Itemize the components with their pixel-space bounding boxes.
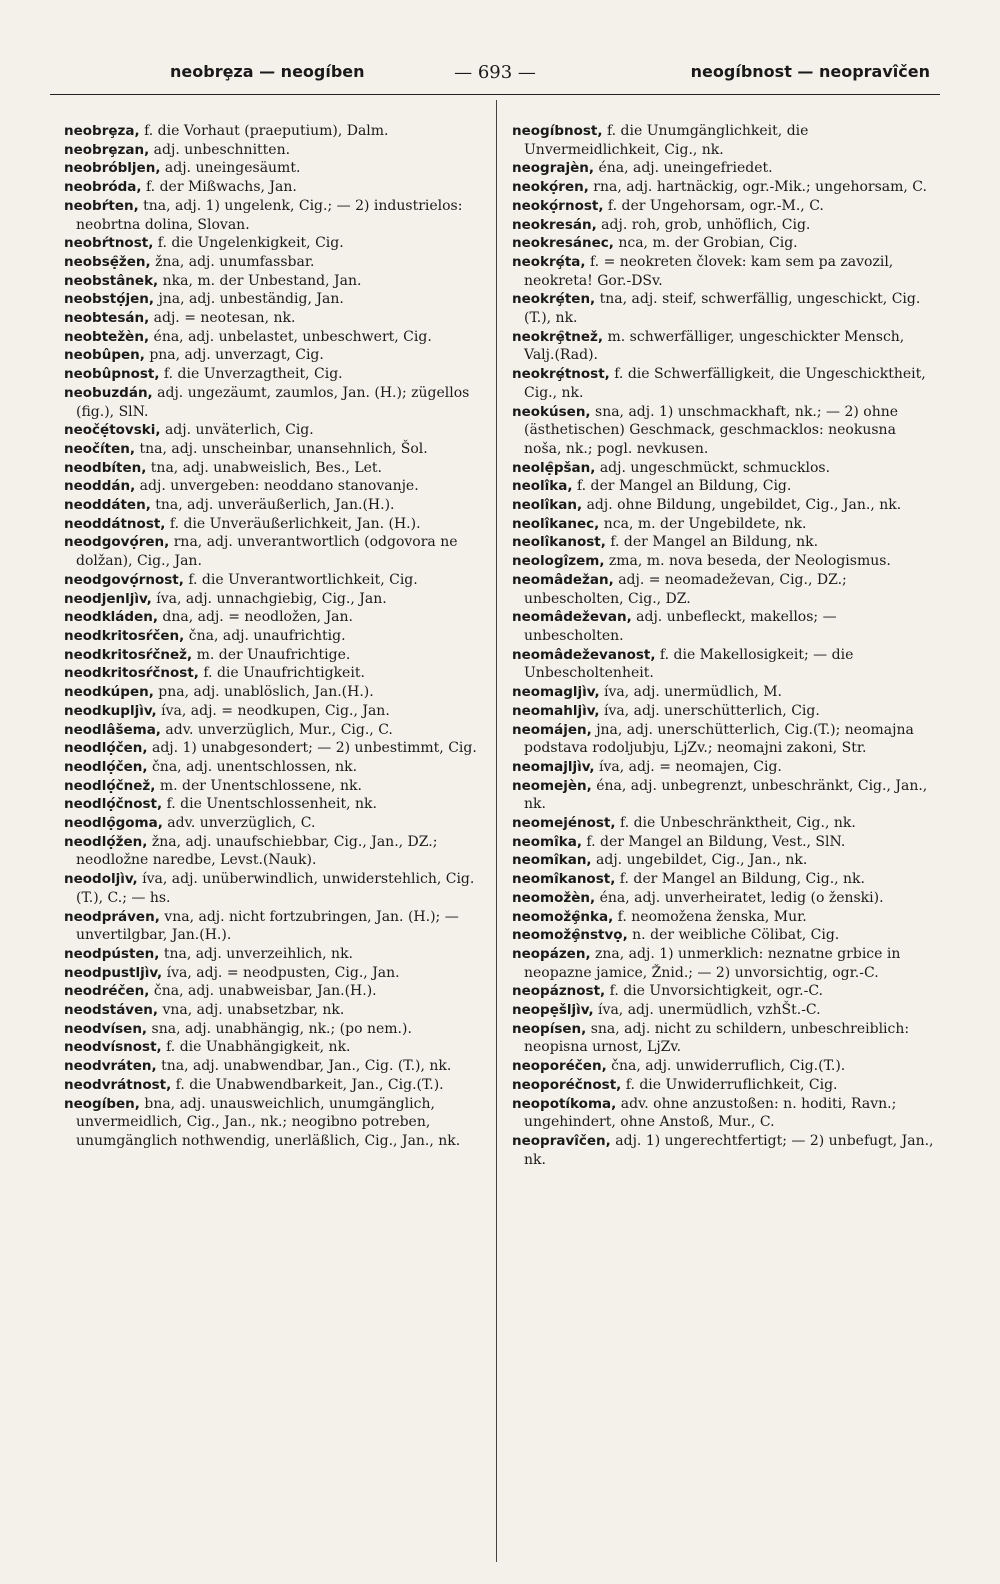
headword: neomâdeževan, <box>512 609 632 626</box>
headword: neokrȩ́ten, <box>512 291 596 308</box>
headword: neopázen, <box>512 945 591 962</box>
header-left-guide: neobrȩza — neogíben <box>170 62 365 81</box>
headword: neopẹšljìv, <box>512 1002 594 1019</box>
page-header <box>50 58 940 92</box>
dictionary-entry <box>512 1132 934 1169</box>
headword: neoddáten, <box>64 497 151 514</box>
definition: sna, adj. unabhängig, nk.; (po nem.). <box>147 1020 412 1037</box>
headword: neodoljìv, <box>64 871 138 888</box>
dictionary-entry <box>64 908 484 945</box>
definition: tna, adj. steif, schwerfällig, ungeschickt, Cig.(T.), nk. <box>524 291 921 327</box>
definition: adv. ohne anzustoßen: n. hoditi, Ravn.; ungehindert, ohne Anstoß, Mur., C. <box>524 1095 897 1131</box>
definition: sna, adj. 1) unschmackhaft, nk.; — 2) ohne (ästhetischen) Geschmack, geschmacklos: neokusna noša, nk.; pogl. nevkusen. <box>524 403 899 457</box>
definition: f. die Unbeschränktheit, Cig., nk. <box>615 815 856 832</box>
headword: neodgovọ́rnost, <box>64 571 184 588</box>
definition: íva, adj. = neomajen, Cig. <box>594 758 782 775</box>
headword: neoporéčen, <box>512 1058 607 1075</box>
dictionary-entry <box>64 814 484 833</box>
dictionary-entry <box>64 571 484 590</box>
headword: neobtesán, <box>64 310 150 327</box>
dictionary-entry <box>64 290 484 309</box>
dictionary-entry <box>512 159 934 178</box>
headword: neobstọ́jen, <box>64 291 154 308</box>
dictionary-entry <box>64 440 484 459</box>
definition: tna, adj. unscheinbar, unansehnlich, Šol. <box>135 440 428 457</box>
headword: neokrȩ́tnost, <box>512 366 610 383</box>
dictionary-entry <box>512 1020 934 1057</box>
dictionary-entry <box>512 1001 934 1020</box>
definition: adj. = neotesan, nk. <box>149 310 296 327</box>
definition: rna, adj. hartnäckig, ogr.-Mik.; ungehorsam, C. <box>588 179 927 196</box>
dictionary-entry <box>512 290 934 327</box>
headword: neopísen, <box>512 1020 587 1037</box>
definition: f. der Ungehorsam, ogr.-M., C. <box>603 197 824 214</box>
headword: neodlọ́žen, <box>64 833 148 850</box>
headword: neobŕten, <box>64 197 139 214</box>
dictionary-entry <box>512 178 934 197</box>
headword: neodlọ̑goma, <box>64 815 163 832</box>
dictionary-entry <box>64 945 484 964</box>
dictionary-entry <box>512 253 934 290</box>
dictionary-entry <box>512 833 934 852</box>
dictionary-entry <box>64 1038 484 1057</box>
headword: neodkúpen, <box>64 684 154 701</box>
definition: adj. unväterlich, Cig. <box>160 422 314 439</box>
dictionary-entry <box>64 664 484 683</box>
headword: neodlọ́čen, <box>64 740 148 757</box>
dictionary-entry <box>512 122 934 159</box>
definition: tna, adj. unverzeihlich, nk. <box>159 945 354 962</box>
dictionary-entry <box>512 365 934 402</box>
dictionary-entry <box>512 889 934 908</box>
definition: tna, adj. 1) ungelenk, Cig.; — 2) industrielos: neobrtna dolina, Slovan. <box>76 197 463 233</box>
definition: pna, adj. unablöslich, Jan.(H.). <box>153 684 374 701</box>
dictionary-entry <box>512 515 934 534</box>
headword: neodvrátnost, <box>64 1076 172 1093</box>
definition: zna, adj. 1) unmerklich: neznatne grbice in neopazne jamice, Žnid.; — 2) unvorsichtig, ogr.-C. <box>524 945 901 981</box>
headword: neodvísen, <box>64 1020 148 1037</box>
headword: neomîka, <box>512 833 582 850</box>
dictionary-entry <box>64 159 484 178</box>
definition: éna, adj. unverheiratet, ledig (o ženski). <box>595 889 884 906</box>
headword: neoddán, <box>64 478 136 495</box>
definition: adj. = neomadeževan, Cig., DZ.; unbescholten, Cig., DZ. <box>524 571 847 607</box>
dictionary-entry <box>64 234 484 253</box>
definition: adj. unbeschnitten. <box>149 141 291 158</box>
dictionary-entry <box>64 365 484 384</box>
headword: neobŕtnost, <box>64 235 154 252</box>
dictionary-entry <box>64 758 484 777</box>
headword: neobuzdán, <box>64 384 153 401</box>
headword: neodbíten, <box>64 459 147 476</box>
headword: neokrȩ́ta, <box>512 253 586 270</box>
dictionary-entry <box>512 702 934 721</box>
page-number: — 693 — <box>454 62 536 83</box>
column-divider <box>496 100 497 1562</box>
dictionary-entry <box>64 533 484 570</box>
header-rule <box>50 94 940 95</box>
headword: neomîkan, <box>512 852 592 869</box>
dictionary-entry <box>64 384 484 421</box>
definition: čna, adj. unwiderruflich, Cig.(T.). <box>606 1058 846 1075</box>
dictionary-entry <box>512 1057 934 1076</box>
dictionary-entry <box>64 702 484 721</box>
definition: žna, adj. unaufschiebbar, Cig., Jan., DZ.; neodložne naredbe, Levst.(Nauk). <box>76 833 438 869</box>
definition: íva, adj. unermüdlich, M. <box>599 684 782 701</box>
headword: neodréčen, <box>64 983 150 1000</box>
headword: neopáznost, <box>512 983 606 1000</box>
dictionary-entry <box>512 1095 934 1132</box>
definition: f. der Mangel an Bildung, Cig. <box>572 478 792 495</box>
headword: neoporéčnost, <box>512 1076 622 1093</box>
headword: neolîkanec, <box>512 515 600 532</box>
dictionary-entry <box>512 945 934 982</box>
headword: neobsẹ̑žen, <box>64 253 151 270</box>
definition: nca, m. der Grobian, Cig. <box>613 235 798 252</box>
definition: f. der Mangel an Bildung, Cig., nk. <box>615 871 865 888</box>
headword: neokresán, <box>512 216 597 233</box>
headword: neokọ́ren, <box>512 179 589 196</box>
headword: neokrȩ̑tnež, <box>512 328 604 345</box>
dictionary-entry <box>512 328 934 365</box>
headword: neočẹ́tovski, <box>64 422 161 439</box>
dictionary-entry <box>512 721 934 758</box>
headword: neolẹ̑pšan, <box>512 459 596 476</box>
dictionary-entry <box>512 234 934 253</box>
dictionary-entry <box>64 590 484 609</box>
dictionary-entry <box>64 272 484 291</box>
definition: čna, adj. unentschlossen, nk. <box>147 758 358 775</box>
headword: neomožȩ̑nstvọ, <box>512 927 628 944</box>
headword: neobstânek, <box>64 272 159 289</box>
headword: neobtežèn, <box>64 328 150 345</box>
headword: neomejénost, <box>512 815 616 832</box>
dictionary-entry <box>64 739 484 758</box>
definition: f. die Unveräußerlichkeit, Jan. (H.). <box>165 515 421 532</box>
definition: adj. 1) unabgesondert; — 2) unbestimmt, Cig. <box>147 740 477 757</box>
headword: neomožȩ̑nka, <box>512 908 614 925</box>
definition: dna, adj. = neodložen, Jan. <box>157 609 353 626</box>
dictionary-entry <box>512 683 934 702</box>
headword: neomožèn, <box>512 889 596 906</box>
dictionary-entry <box>512 870 934 889</box>
dictionary-entry <box>512 814 934 833</box>
dictionary-entry <box>64 477 484 496</box>
definition: nka, m. der Unbestand, Jan. <box>158 272 362 289</box>
dictionary-entry <box>512 1076 934 1095</box>
dictionary-entry <box>64 178 484 197</box>
dictionary-entry <box>64 515 484 534</box>
definition: nca, m. der Ungebildete, nk. <box>599 515 807 532</box>
headword: neodjenljìv, <box>64 590 152 607</box>
dictionary-entry <box>64 1076 484 1095</box>
dictionary-entry <box>64 421 484 440</box>
headword: neokọ́rnost, <box>512 197 604 214</box>
dictionary-entry <box>512 777 934 814</box>
definition: f. der Mißwachs, Jan. <box>141 179 297 196</box>
left-column <box>64 122 484 1151</box>
definition: íva, adj. = neodpusten, Cig., Jan. <box>162 964 400 981</box>
definition: f. die Makellosigkeit; — die Unbescholtenheit. <box>524 646 854 682</box>
dictionary-entry <box>512 908 934 927</box>
dictionary-entry <box>64 253 484 272</box>
definition: adj. ungezäumt, zaumlos, Jan. (H.); zügellos (fig.), SlN. <box>76 384 470 420</box>
definition: íva, adj. unerschütterlich, Cig. <box>599 702 820 719</box>
dictionary-entry <box>64 870 484 907</box>
dictionary-entry <box>64 459 484 478</box>
headword: neobróbljen, <box>64 160 161 177</box>
headword: neolîkanost, <box>512 534 606 551</box>
definition: f. die Unvorsichtigkeit, ogr.-C. <box>605 983 823 1000</box>
header-right-guide: neogíbnost — neopravîčen <box>690 62 930 81</box>
headword: neodkláden, <box>64 609 158 626</box>
definition: adj. roh, grob, unhöflich, Cig. <box>596 216 811 233</box>
definition: f. die Unabhängigkeit, nk. <box>161 1039 351 1056</box>
definition: adj. ungebildet, Cig., Jan., nk. <box>591 852 808 869</box>
headword: neomâdeževanost, <box>512 646 656 663</box>
headword: neogíben, <box>64 1095 140 1112</box>
dictionary-entry <box>512 982 934 1001</box>
headword: neodlâšema, <box>64 721 161 738</box>
definition: adj. unbefleckt, makellos; — unbescholten. <box>524 609 837 644</box>
right-column <box>512 122 934 1169</box>
definition: žna, adj. unumfassbar. <box>150 253 315 270</box>
definition: bna, adj. unausweichlich, unumgänglich, unvermeidlich, Cig., Jan., nk.; neogibno potreben, unumgänglich nothwendig, unerläßlich, Cig., Jan., nk. <box>76 1095 461 1149</box>
dictionary-entry <box>64 964 484 983</box>
definition: f. die Ungelenkigkeit, Cig. <box>153 235 344 252</box>
dictionary-entry <box>512 851 934 870</box>
headword: neodkritosŕčnost, <box>64 665 199 682</box>
dictionary-entry <box>64 833 484 870</box>
headword: neopravîčen, <box>512 1132 611 1149</box>
definition: f. die Unabwendbarkeit, Jan., Cig.(T.). <box>171 1076 444 1093</box>
definition: f. neomožena ženska, Mur. <box>613 908 807 925</box>
definition: íva, adj. unnachgiebig, Cig., Jan. <box>151 590 387 607</box>
headword: neograjèn, <box>512 160 594 177</box>
dictionary-entry <box>512 533 934 552</box>
definition: tna, adj. unabweislich, Bes., Let. <box>146 459 383 476</box>
definition: čna, adj. unabweisbar, Jan.(H.). <box>149 983 377 1000</box>
headword: neopotíkoma, <box>512 1095 617 1112</box>
headword: neomejèn, <box>512 777 592 794</box>
definition: íva, adj. = neodkupen, Cig., Jan. <box>156 702 390 719</box>
dictionary-entry <box>64 122 484 141</box>
definition: éna, adj. uneingefriedet. <box>594 160 773 177</box>
definition: adj. 1) ungerechtfertigt; — 2) unbefugt, Jan., nk. <box>524 1132 934 1168</box>
definition: vna, adj. unabsetzbar, nk. <box>158 1002 345 1019</box>
headword: neoddátnost, <box>64 515 166 532</box>
definition: m. der Unentschlossene, nk. <box>155 777 362 794</box>
dictionary-entry <box>64 1057 484 1076</box>
headword: neomîkanost, <box>512 871 616 888</box>
dictionary-entry <box>64 1020 484 1039</box>
dictionary-entry <box>64 496 484 515</box>
dictionary-entry <box>64 683 484 702</box>
dictionary-entry <box>64 1095 484 1151</box>
headword: neomájen, <box>512 721 592 738</box>
dictionary-entry <box>512 758 934 777</box>
definition: éna, adj. unbegrenzt, unbeschränkt, Cig., Jan., nk. <box>524 777 928 813</box>
definition: m. schwerfälliger, ungeschickter Mensch, Valj.(Rad). <box>524 328 905 364</box>
definition: éna, adj. unbelastet, unbeschwert, Cig. <box>149 328 432 345</box>
definition: sna, adj. nicht zu schildern, unbeschreiblich: neopisna urnost, LjZv. <box>524 1020 910 1056</box>
definition: rna, adj. unverantwortlich (odgovora ne dolžan), Cig., Jan. <box>76 534 458 570</box>
headword: neodkupljìv, <box>64 702 157 719</box>
dictionary-entry <box>512 608 934 645</box>
dictionary-entry <box>512 552 934 571</box>
dictionary-entry <box>512 216 934 235</box>
definition: f. der Mangel an Bildung, nk. <box>605 534 819 551</box>
definition: f. die Unverzagtheit, Cig. <box>159 366 343 383</box>
headword: neomajljìv, <box>512 758 595 775</box>
headword: neologîzem, <box>512 553 605 570</box>
definition: f. die Vorhaut (praeputium), Dalm. <box>139 123 389 139</box>
dictionary-entry <box>64 795 484 814</box>
headword: neobróda, <box>64 179 142 196</box>
headword: neobrȩzan, <box>64 141 150 158</box>
headword: neodlọ́čnež, <box>64 777 156 794</box>
definition: adj. ohne Bildung, ungebildet, Cig., Jan., nk. <box>582 497 902 514</box>
headword: neomâdežan, <box>512 571 614 588</box>
definition: f. die Schwerfälligkeit, die Ungeschicktheit, Cig., nk. <box>524 366 926 401</box>
definition: tna, adj. unabwendbar, Jan., Cig. (T.), nk. <box>156 1058 452 1075</box>
dictionary-entry <box>512 477 934 496</box>
dictionary-entry <box>64 309 484 328</box>
dictionary-entry <box>64 646 484 665</box>
dictionary-entry <box>512 197 934 216</box>
dictionary-entry <box>64 777 484 796</box>
definition: f. die Unaufrichtigkeit. <box>198 665 365 682</box>
headword: neodpráven, <box>64 908 160 925</box>
headword: neodstáven, <box>64 1002 158 1019</box>
dictionary-entry <box>64 982 484 1001</box>
headword: neodlọ́čen, <box>64 758 148 775</box>
headword: neočíten, <box>64 440 136 457</box>
headword: neobrȩza, <box>64 123 140 139</box>
dictionary-entry <box>64 141 484 160</box>
headword: neolîkan, <box>512 497 583 514</box>
definition: adj. ungeschmückt, schmucklos. <box>595 459 831 476</box>
headword: neodpustljìv, <box>64 964 163 981</box>
headword: neodvísnost, <box>64 1039 162 1056</box>
definition: m. der Unaufrichtige. <box>192 646 351 663</box>
definition: jna, adj. unbeständig, Jan. <box>154 291 344 308</box>
definition: tna, adj. unveräußerlich, Jan.(H.). <box>150 497 395 514</box>
definition: pna, adj. unverzagt, Cig. <box>144 347 324 364</box>
definition: íva, adj. unüberwindlich, unwiderstehlich, Cig.(T.), C.; — hs. <box>76 871 475 906</box>
headword: neomahljìv, <box>512 702 600 719</box>
definition: čna, adj. unaufrichtig. <box>184 627 346 644</box>
headword: neobûpen, <box>64 347 145 364</box>
headword: neodpústen, <box>64 945 160 962</box>
definition: adj. unvergeben: neoddano stanovanje. <box>135 478 419 495</box>
headword: neolîka, <box>512 478 573 495</box>
definition: f. die Unwiderruflichkeit, Cig. <box>621 1076 838 1093</box>
definition: f. die Unentschlossenheit, nk. <box>162 796 377 813</box>
headword: neobûpnost, <box>64 366 160 383</box>
headword: neogíbnost, <box>512 123 603 139</box>
headword: neodlọ́čnost, <box>64 796 163 813</box>
dictionary-entry <box>64 197 484 234</box>
headword: neodkritosŕčnež, <box>64 646 193 663</box>
definition: adv. unverzüglich, Mur., Cig., C. <box>160 721 393 738</box>
headword: neokresánec, <box>512 235 614 252</box>
headword: neomagljìv, <box>512 684 600 701</box>
dictionary-entry <box>64 346 484 365</box>
headword: neokúsen, <box>512 403 591 420</box>
definition: f. die Unverantwortlichkeit, Cig. <box>183 571 418 588</box>
dictionary-entry <box>64 1001 484 1020</box>
dictionary-entry <box>512 496 934 515</box>
definition: f. die Unumgänglichkeit, die Unvermeidlichkeit, Cig., nk. <box>524 123 809 158</box>
headword: neodgovọ́ren, <box>64 534 170 551</box>
definition: íva, adj. unermüdlich, vzhŠt.-C. <box>593 1002 821 1019</box>
dictionary-entry <box>512 926 934 945</box>
dictionary-entry <box>64 627 484 646</box>
definition: f. der Mangel an Bildung, Vest., SlN. <box>581 833 846 850</box>
definition: f. = neokreten človek: kam sem pa zavozil, neokreta! Gor.-DSv. <box>524 253 894 289</box>
definition: n. der weibliche Cölibat, Cig. <box>627 927 840 944</box>
dictionary-entry <box>512 459 934 478</box>
dictionary-entry <box>64 608 484 627</box>
definition: jna, adj. unerschütterlich, Cig.(T.); neomajna podstava rodoljubju, LjZv.; neomajni zakoni, Str. <box>524 721 914 757</box>
headword: neodkritosŕčen, <box>64 627 185 644</box>
definition: adv. unverzüglich, C. <box>162 815 316 832</box>
definition: zma, m. nova beseda, der Neologismus. <box>604 553 891 570</box>
dictionary-entry <box>512 571 934 608</box>
definition: adj. uneingesäumt. <box>160 160 301 177</box>
headword: neodvráten, <box>64 1058 157 1075</box>
dictionary-entry <box>64 721 484 740</box>
dictionary-entry <box>64 328 484 347</box>
definition: vna, adj. nicht fortzubringen, Jan. (H.); — unvertilgbar, Jan.(H.). <box>76 908 459 944</box>
dictionary-entry <box>512 646 934 683</box>
dictionary-entry <box>512 403 934 459</box>
